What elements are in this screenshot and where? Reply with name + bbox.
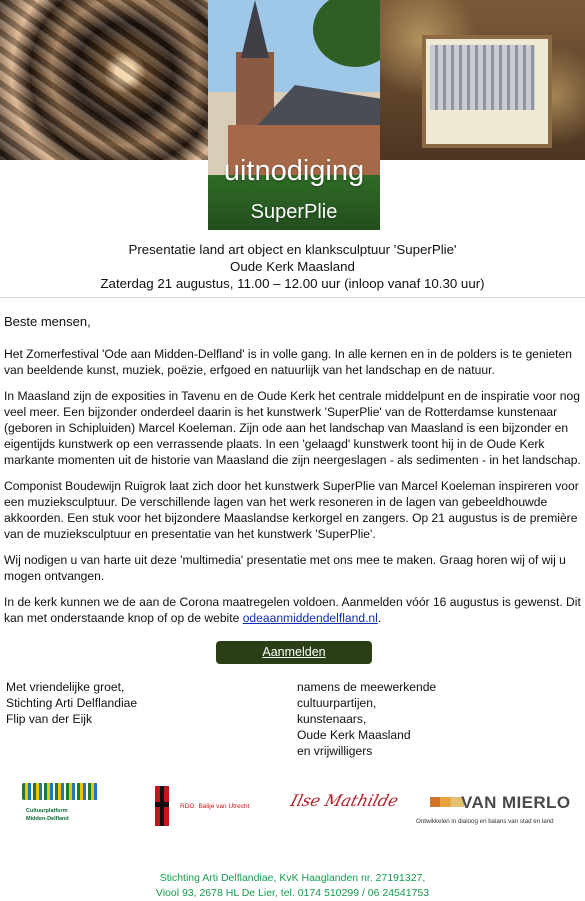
invitation-body — [4, 314, 582, 636]
page-title: uitnodiging — [223, 155, 365, 187]
footer-line: Viool 93, 2678 HL De Lier, tel. 0174 510299 / 06 24541753 — [155, 887, 430, 899]
signature-line: Flip van der Eijk — [6, 712, 93, 726]
website-link[interactable]: odeaanmiddendelfland.nl — [242, 611, 378, 625]
signature-line: Stichting Arti Delflandiae — [6, 696, 138, 710]
event-date: Zaterdag 21 augustus, 11.00 – 12.00 uur (inloop vanaf 10.30 uur) — [100, 276, 485, 291]
signature-line: cultuurpartijen, — [297, 696, 377, 710]
event-description: Presentatie land art object en klanksculptuur 'SuperPlie' — [128, 242, 457, 257]
rdo-logo — [155, 783, 250, 833]
van-mierlo-tagline: Ontwikkelen in dialoog en balans van stad en land — [416, 818, 554, 825]
tree-foliage — [313, 0, 380, 67]
paragraph-invitation: Wij nodigen u van harte uit deze 'multimedia' presentatie met ons mee te maken. Graag horen wij of wij u mogen ontvangen. — [4, 553, 566, 583]
signature-line: namens de meewerkende — [297, 680, 437, 694]
rdo-name: RDO — [180, 803, 195, 810]
footer — [0, 871, 585, 901]
metal-art-photo — [0, 0, 208, 160]
rdo-cross-icon — [155, 786, 169, 826]
ilse-mathilde-text: Ilse Mathilde — [288, 791, 401, 810]
event-details — [0, 241, 585, 292]
van-mierlo-logo — [416, 783, 581, 833]
signature-line: Oude Kerk Maasland — [297, 728, 411, 742]
paragraph-registration — [4, 594, 582, 626]
cultuurplatform-logo — [22, 783, 100, 833]
signature-line: en vrijwilligers — [297, 744, 373, 758]
registration-suffix: . — [377, 611, 382, 625]
paragraph-festival: Het Zomerfestival 'Ode aan Midden-Delfland' is in volle gang. In alle kernen en in de polders is te genieten van beeldende kunst, muziek, poëzie, erfgoed en natuurlijk van het landschap en de natuur. — [4, 347, 572, 377]
event-location: Oude Kerk Maasland — [230, 259, 355, 274]
organ-photo — [380, 0, 585, 160]
register-button[interactable]: Aanmelden — [216, 641, 372, 664]
van-mierlo-mark-icon — [430, 797, 464, 807]
registration-text: In de kerk kunnen we de aan de Corona maatregelen voldoen. Aanmelden vóór 16 augustus is gewenst. Dit kan met onderstaande knop of op de webite — [4, 595, 581, 625]
divider — [0, 297, 585, 298]
paragraph-composer: Componist Boudewijn Ruigrok laat zich door het kunstwerk SuperPlie van Marcel Koeleman inspireren voor een muzieksculptuur. De verschillende lagen van het werk resoneren in de lagen van gebeeldhouwde akkoorden. Een stuk voor het bijzondere Maaslandse kerkorgel en zangers. Op 21 augustus is de première van de muzieksculptuur en presentatie van het kunstwerk 'SuperPlie'. — [4, 479, 579, 541]
organ-pipes — [430, 45, 535, 110]
rdo-text — [176, 803, 249, 810]
signature-right — [297, 679, 537, 759]
signature-left — [6, 679, 236, 727]
greeting: Beste mensen, — [4, 314, 91, 329]
signature-line: Met vriendelijke groet, — [6, 680, 125, 694]
church-spire — [241, 0, 269, 58]
ilse-mathilde-logo — [288, 783, 401, 833]
header-banner — [0, 0, 585, 230]
cultuurplatform-bars-icon — [22, 783, 98, 800]
rdo-subtext: Balije van Utrecht — [198, 803, 250, 810]
footer-line: Stichting Arti Delflandiae, KvK Haaglanden nr. 27191327, — [159, 872, 426, 884]
paragraph-maasland: In Maasland zijn de exposities in Tavenu en de Oude Kerk het centrale middelpunt en de inspiratie voor nog veel meer. Een bijzonder onderdeel daarin is het kunstwerk 'SuperPlie' van de Rotterdamse kunstenaar (geboren in Schipluiden) Marcel Koeleman. Zijn ode aan het landschap van Maasland is een bijzonder en eigentijds kunstwerk op een verrassende plaats. In een 'gelaagd' kunstwerk toont hij in de Oude Kerk markante momenten uit de historie van Maasland die zijn neergeslagen - als sedimenten - in het landschap. — [4, 389, 581, 467]
page-subtitle: SuperPlie — [250, 201, 338, 223]
van-mierlo-text: VAN MIERLO — [461, 793, 571, 812]
signature-line: kunstenaars, — [297, 712, 367, 726]
church-photo — [208, 0, 380, 230]
cultuurplatform-text: Cultuurplatform — [26, 808, 68, 814]
cultuurplatform-text: Midden-Delfland — [26, 816, 69, 822]
